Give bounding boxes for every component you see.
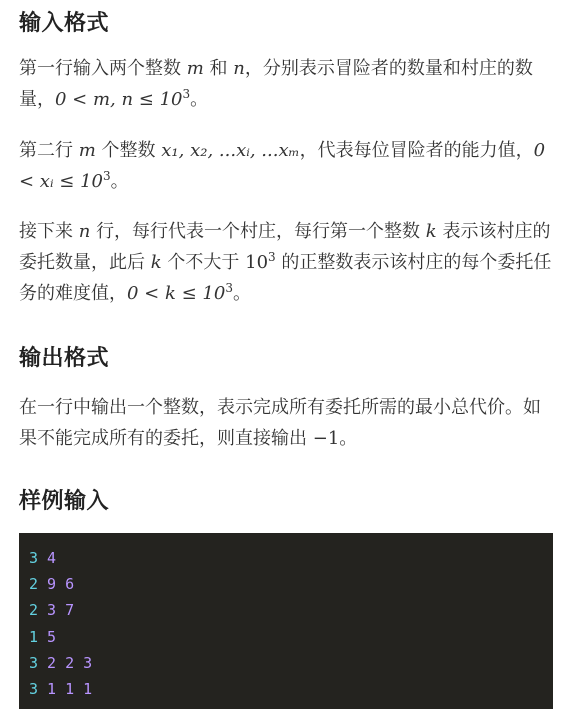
code-line: 2 9 6: [29, 575, 75, 594]
code-line: 1 5: [29, 627, 57, 646]
input-format-paragraph-2: 第二行 m 个整数 x₁, x₂, ...xᵢ, ...xₘ，代表每位冒险者的能力值，0 < xᵢ ≤ $10^3$。: [19, 140, 546, 192]
input-format-heading: 输入格式: [19, 11, 110, 36]
sample-input-code-block: [19, 533, 553, 709]
code-line: 3 1 1 1: [29, 679, 93, 698]
sample-input-heading: 样例输入: [19, 489, 110, 514]
input-format-paragraph-3: 接下来 n 行，每行代表一个村庄，每行第一个整数 k 表示该村庄的委托数量，此后 k 个不大于 $10^3$ 的正整数表示该村庄的每个委托任务的难度值，$0 < k \le 10^3$。: [19, 221, 552, 304]
code-line: 3 4: [29, 549, 57, 567]
output-format-heading: 输出格式: [19, 346, 110, 371]
code-line: 3 2 2 3: [29, 653, 93, 672]
input-format-paragraph-1: 第一行输入两个整数 m 和 n，分别表示冒险者的数量和村庄的数量，0 < m, $n \le 10^3$。: [19, 58, 533, 110]
output-format-paragraph: 在一行中输出一个整数，表示完成所有委托所需的最小总代价。如果不能完成所有的委托，则直接输出 −1。: [19, 397, 541, 449]
code-line: 2 3 7: [29, 601, 75, 620]
